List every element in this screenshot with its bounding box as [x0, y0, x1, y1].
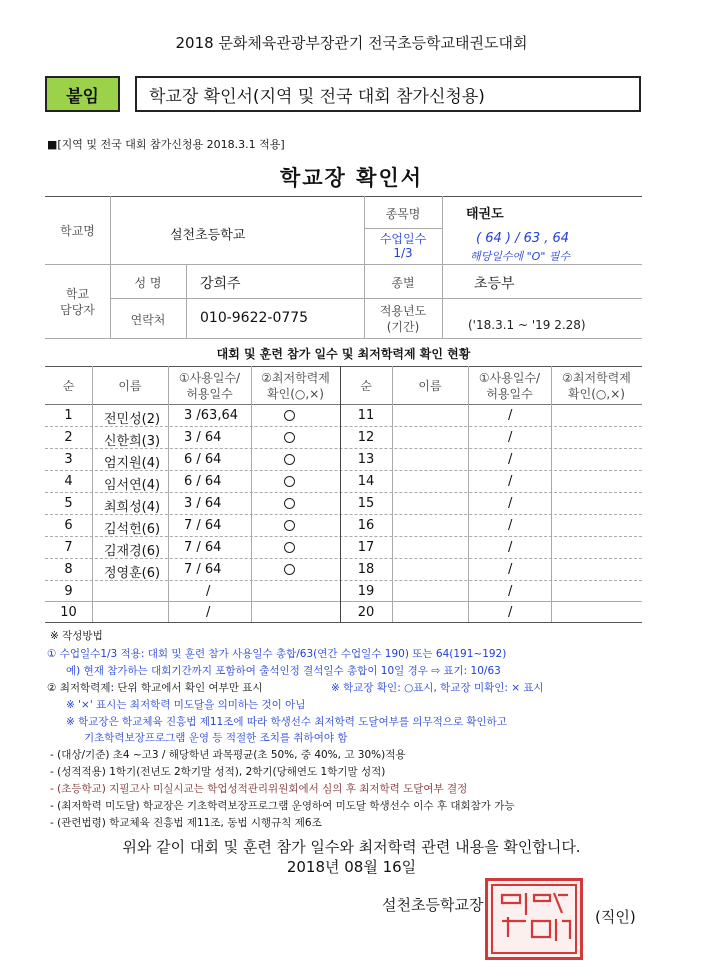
col-name-right: 이름 [418, 379, 442, 393]
official-seal-label: (직인) [595, 908, 636, 926]
document-heading-box: 학교장 확인서(지역 및 전국 대회 참가신청용) [135, 76, 641, 112]
table-row-days: / [508, 518, 513, 533]
note-2: ② 최저학력제: 단위 학교에서 확인 여부만 표시 [47, 682, 263, 694]
table-row-no: 14 [357, 474, 375, 489]
year-value: ('18.3.1 ~ '19 2.28) [468, 318, 586, 332]
table-row-name: 임서연(4) [104, 478, 161, 493]
name-label: 성 명 [134, 276, 162, 290]
note-9: - (관련법령) 학교체육 진흥법 제11조, 동법 시행규칙 제6조 [50, 817, 322, 829]
table-row-no: 20 [357, 605, 375, 620]
table-row-name: 전민성(2) [104, 412, 161, 427]
table-row-name: 엄지원(4) [104, 456, 161, 471]
table-row-days: / [508, 452, 513, 467]
type-value: 초등부 [474, 276, 515, 292]
table-row-days: / [508, 540, 513, 555]
table-row-no: 13 [357, 452, 375, 467]
year-label-1: 적용년도 [379, 304, 427, 318]
document-date: 2018년 08월 16일 [286, 858, 417, 876]
table-row-days: / [508, 584, 513, 599]
table-row-days: 6 / 64 [184, 452, 222, 467]
col-days-right-2: 허용일수 [486, 387, 533, 401]
col-check-right-2: 확인(○,×) [568, 387, 625, 401]
table-row-days: / [508, 562, 513, 577]
type-label: 종별 [391, 276, 415, 290]
table-row-days: 7 / 64 [184, 518, 222, 533]
table-row-days: 6 / 64 [184, 474, 222, 489]
table-row-days: 7 / 64 [184, 562, 222, 577]
attachment-badge: 붙임 [45, 76, 120, 112]
table-row-name: 정영훈(6) [104, 566, 161, 581]
year-label-2: (기간) [386, 320, 420, 334]
check-circle-icon [284, 498, 295, 509]
col-no-right: 순 [360, 379, 372, 393]
table-row-no: 11 [357, 408, 375, 423]
check-circle-icon [284, 454, 295, 465]
table-row-no: 7 [64, 540, 73, 555]
school-label: 학교명 [60, 224, 95, 238]
check-circle-icon [284, 542, 295, 553]
note-1: ① 수업일수1/3 적용: 대회 및 훈련 참가 사용일수 총합/63(연간 수업일수 190) 또는 64(191~192) [47, 648, 507, 660]
check-circle-icon [284, 564, 295, 575]
check-circle-icon [284, 432, 295, 443]
contact-value: 010-9622-0775 [200, 310, 309, 326]
name-value: 강희주 [200, 276, 241, 292]
table-row-days: 7 / 64 [184, 540, 222, 555]
contact-label: 연락처 [130, 313, 166, 327]
table-row-days: 3 / 64 [184, 496, 222, 511]
col-check-left-2: 확인(○,×) [267, 387, 324, 401]
table-row-days: 3 / 64 [184, 430, 222, 445]
table-row-no: 18 [357, 562, 375, 577]
table-row-days: / [508, 496, 513, 511]
col-days-right-1: ①사용일수/ [478, 371, 541, 385]
seal-stamp-icon [485, 878, 583, 960]
status-heading: 대회 및 훈련 참가 일수 및 최저학력제 확인 현황 [216, 347, 471, 361]
table-row-no: 17 [357, 540, 375, 555]
manager-label-1: 학교 [65, 287, 90, 301]
table-row-name: 신한희(3) [104, 434, 161, 449]
note-2b: ※ 학교장 확인: ○표시, 학교장 미확인: × 표시 [331, 682, 544, 694]
table-row-days: / [508, 605, 513, 620]
col-days-left-1: ①사용일수/ [178, 371, 241, 385]
table-row-name: 최희성(4) [104, 500, 161, 515]
check-circle-icon [284, 410, 295, 421]
applied-note: ■[지역 및 전국 대회 참가신청용 2018.3.1 적용] [47, 138, 285, 151]
check-circle-icon [284, 520, 295, 531]
table-row-no: 1 [64, 408, 73, 423]
table-row-days: 3 /63,64 [184, 408, 238, 423]
page-title: 2018 문화체육관광부장관기 전국초등학교태권도대회 [175, 34, 528, 52]
manager-label-2: 담당자 [60, 303, 95, 317]
note-8: - (최저학력 미도달) 학교장은 기초학력보장프로그램 운영하여 미도달 학생선수 이수 후 대회참가 가능 [50, 800, 515, 812]
note-5: - (대상/기준) 초4 ~고3 / 해당학년 과목평균(초 50%, 중 40%, 고 30%)적용 [50, 749, 406, 761]
table-row-days: / [508, 408, 513, 423]
table-row-no: 3 [64, 452, 73, 467]
event-value: 태권도 [466, 207, 504, 222]
closing-statement: 위와 같이 대회 및 훈련 참가 일수와 최저학력 관련 내용을 확인합니다. [122, 838, 581, 856]
document-title: 학교장 확인서 [279, 166, 424, 190]
table-row-no: 8 [64, 562, 73, 577]
days-label-1: 수업일수 [379, 232, 427, 246]
table-row-no: 15 [357, 496, 375, 511]
table-row-days: / [206, 584, 211, 599]
col-no-left: 순 [62, 379, 75, 393]
table-row-days: / [508, 430, 513, 445]
days-hint: 해당일수에 "O" 필수 [470, 250, 571, 263]
school-value: 설천초등학교 [170, 228, 246, 243]
note-1b: 예) 현재 참가하는 대회기간까지 포함하여 출석인정 결석일수 총합이 10일 경우 ⇨ 표기: 10/63 [66, 665, 501, 677]
note-4: ※ 학교장은 학교체육 진흥법 제11조에 따라 학생선수 최저학력 도달여부를 의무적으로 확인하고 [66, 716, 507, 728]
table-row-name: 김재경(6) [104, 544, 161, 559]
note-6: - (성적적용) 1학기(전년도 2학기말 성적), 2학기(당해연도 1학기말 성적) [50, 766, 386, 778]
notes-title: ※ 작성방법 [50, 630, 103, 642]
col-check-left-1: ②최저학력제 [261, 371, 330, 385]
note-3: ※ '×' 표시는 최저학력 미도달을 의미하는 것이 아님 [66, 699, 306, 711]
col-check-right-1: ②최저학력제 [562, 371, 631, 385]
table-row-name: 김석헌(6) [104, 522, 161, 537]
table-row-no: 5 [64, 496, 73, 511]
table-row-days: / [206, 605, 211, 620]
table-row-no: 4 [64, 474, 73, 489]
event-label: 종목명 [385, 207, 421, 221]
check-circle-icon [284, 476, 295, 487]
table-row-no: 9 [64, 584, 73, 599]
signer-name: 설천초등학교장 [382, 896, 484, 914]
note-4b: 기초학력보장프로그램 운영 등 적절한 조치를 취하여야 함 [84, 732, 348, 744]
table-row-no: 12 [357, 430, 375, 445]
col-name-left: 이름 [118, 379, 142, 393]
col-days-left-2: 허용일수 [186, 387, 233, 401]
table-row-days: / [508, 474, 513, 489]
table-row-no: 6 [64, 518, 73, 533]
days-label-2: 1/3 [393, 246, 413, 260]
table-row-no: 16 [357, 518, 375, 533]
table-row-no: 10 [60, 605, 77, 620]
days-value: ( 64 ) / 63 , 64 [476, 231, 570, 246]
note-7: - (초등학교) 지필고사 미실시교는 학업성적관리위원회에서 심의 후 최저학력 도달여부 결정 [50, 783, 468, 795]
table-row-no: 2 [64, 430, 73, 445]
table-row-no: 19 [357, 584, 375, 599]
